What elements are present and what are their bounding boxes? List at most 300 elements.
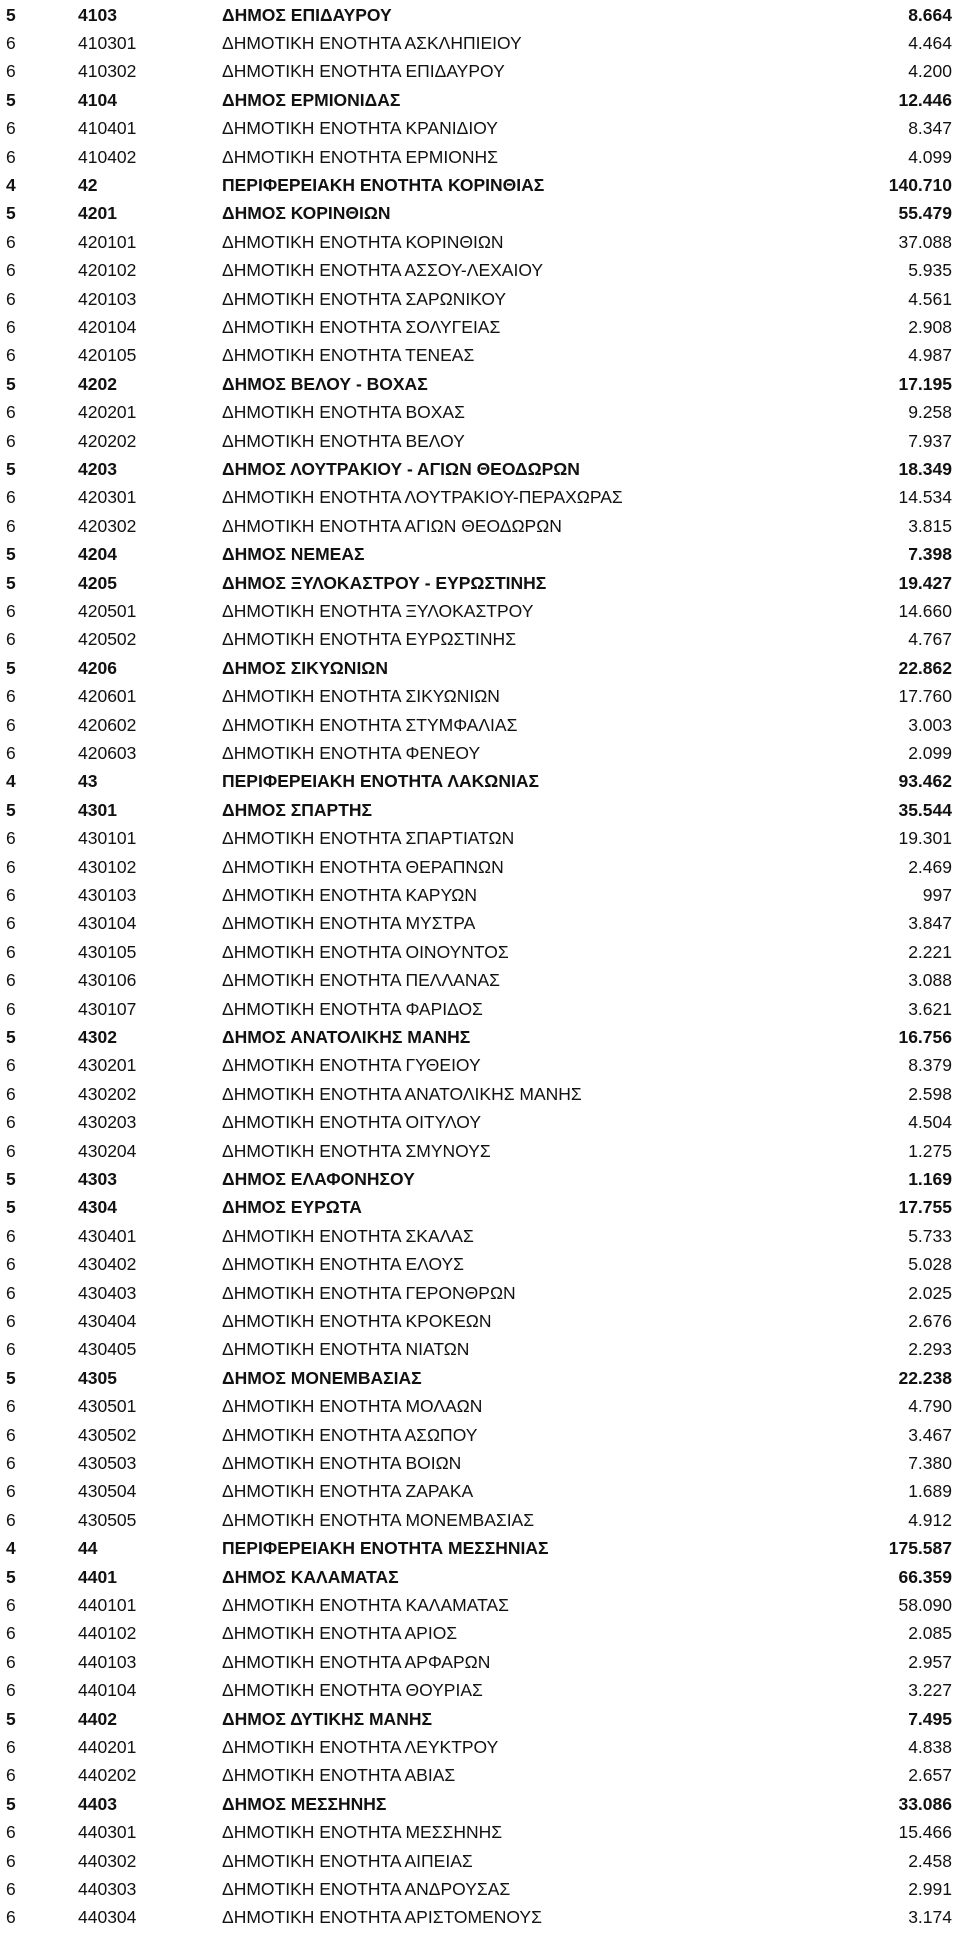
level-cell: 6 bbox=[6, 231, 16, 252]
level-cell: 5 bbox=[6, 203, 16, 224]
level-cell: 6 bbox=[6, 913, 16, 934]
table-row bbox=[0, 201, 960, 225]
name-cell: ΔΗΜΟΤΙΚΗ ΕΝΟΤΗΤΑ ΣΜΥΝΟΥΣ bbox=[222, 1140, 491, 1161]
code-cell: 430201 bbox=[78, 1055, 137, 1076]
level-cell: 6 bbox=[6, 260, 16, 281]
name-cell: ΔΗΜΟΤΙΚΗ ΕΝΟΤΗΤΑ ΖΑΡΑΚΑ bbox=[222, 1481, 474, 1502]
table-row bbox=[0, 116, 960, 140]
code-cell: 430202 bbox=[78, 1083, 137, 1104]
table-row bbox=[0, 997, 960, 1021]
table-row bbox=[0, 940, 960, 964]
name-cell: ΔΗΜΟΣ ΕΛΑΦΟΝΗΣΟΥ bbox=[222, 1168, 415, 1189]
level-cell: 4 bbox=[6, 1538, 16, 1559]
population-cell: 8.347 bbox=[908, 118, 952, 139]
table-row bbox=[0, 1479, 960, 1503]
level-cell: 6 bbox=[6, 146, 16, 167]
level-cell: 6 bbox=[6, 1736, 16, 1757]
level-cell: 6 bbox=[6, 1083, 16, 1104]
population-cell: 93.462 bbox=[898, 771, 952, 792]
table-row bbox=[0, 599, 960, 623]
level-cell: 5 bbox=[6, 1168, 16, 1189]
level-cell: 6 bbox=[6, 1452, 16, 1473]
level-cell: 4 bbox=[6, 771, 16, 792]
code-cell: 430404 bbox=[78, 1310, 137, 1331]
name-cell: ΔΗΜΟΣ ΞΥΛΟΚΑΣΤΡΟΥ - ΕΥΡΩΣΤΙΝΗΣ bbox=[222, 572, 547, 593]
level-cell: 5 bbox=[6, 657, 16, 678]
level-cell: 6 bbox=[6, 1765, 16, 1786]
population-cell: 1.689 bbox=[908, 1481, 952, 1502]
table-row bbox=[0, 400, 960, 424]
population-cell: 2.458 bbox=[908, 1850, 952, 1871]
table-row bbox=[0, 1905, 960, 1929]
name-cell: ΔΗΜΟΤΙΚΗ ΕΝΟΤΗΤΑ ΑΓΙΩΝ ΘΕΟΔΩΡΩΝ bbox=[222, 515, 562, 536]
code-cell: 4204 bbox=[78, 544, 117, 565]
name-cell: ΔΗΜΟΤΙΚΗ ΕΝΟΤΗΤΑ ΑΡΙΟΣ bbox=[222, 1623, 458, 1644]
code-cell: 420602 bbox=[78, 714, 137, 735]
code-cell: 440102 bbox=[78, 1623, 137, 1644]
table-row bbox=[0, 1849, 960, 1873]
code-cell: 410302 bbox=[78, 61, 137, 82]
population-cell: 17.755 bbox=[898, 1197, 952, 1218]
level-cell: 6 bbox=[6, 1424, 16, 1445]
population-cell: 4.790 bbox=[908, 1396, 952, 1417]
population-cell: 4.838 bbox=[908, 1736, 952, 1757]
name-cell: ΔΗΜΟΣ ΑΝΑΤΟΛΙΚΗΣ ΜΑΝΗΣ bbox=[222, 1026, 471, 1047]
population-cell: 4.767 bbox=[908, 629, 952, 650]
name-cell: ΔΗΜΟΣ ΕΠΙΔΑΥΡΟΥ bbox=[222, 4, 392, 25]
table-row bbox=[0, 1224, 960, 1248]
table-row bbox=[0, 1110, 960, 1134]
population-cell: 37.088 bbox=[898, 231, 952, 252]
population-cell: 8.379 bbox=[908, 1055, 952, 1076]
name-cell: ΔΗΜΟΤΙΚΗ ΕΝΟΤΗΤΑ ΑΣΣΟΥ-ΛΕΧΑΙΟΥ bbox=[222, 260, 544, 281]
table-row bbox=[0, 1678, 960, 1702]
code-cell: 430103 bbox=[78, 884, 137, 905]
population-cell: 9.258 bbox=[908, 402, 952, 423]
table-row bbox=[0, 429, 960, 453]
code-cell: 4206 bbox=[78, 657, 117, 678]
population-cell: 3.467 bbox=[908, 1424, 952, 1445]
name-cell: ΔΗΜΟΤΙΚΗ ΕΝΟΤΗΤΑ ΣΤΥΜΦΑΛΙΑΣ bbox=[222, 714, 518, 735]
table-row bbox=[0, 59, 960, 83]
code-cell: 4402 bbox=[78, 1708, 117, 1729]
name-cell: ΔΗΜΟΤΙΚΗ ΕΝΟΤΗΤΑ ΑΝΑΤΟΛΙΚΗΣ ΜΑΝΗΣ bbox=[222, 1083, 582, 1104]
table-row bbox=[0, 1394, 960, 1418]
name-cell: ΔΗΜΟΤΙΚΗ ΕΝΟΤΗΤΑ ΚΟΡΙΝΘΙΩΝ bbox=[222, 231, 504, 252]
population-cell: 4.561 bbox=[908, 288, 952, 309]
name-cell: ΔΗΜΟΤΙΚΗ ΕΝΟΤΗΤΑ ΟΙΝΟΥΝΤΟΣ bbox=[222, 941, 509, 962]
code-cell: 430106 bbox=[78, 970, 137, 991]
population-cell: 2.221 bbox=[908, 941, 952, 962]
code-cell: 420104 bbox=[78, 316, 137, 337]
table-row bbox=[0, 542, 960, 566]
name-cell: ΔΗΜΟΤΙΚΗ ΕΝΟΤΗΤΑ ΦΑΡΙΔΟΣ bbox=[222, 998, 483, 1019]
level-cell: 6 bbox=[6, 856, 16, 877]
table-row bbox=[0, 627, 960, 651]
population-cell: 22.862 bbox=[898, 657, 952, 678]
level-cell: 5 bbox=[6, 1793, 16, 1814]
population-cell: 17.195 bbox=[898, 373, 952, 394]
code-cell: 440301 bbox=[78, 1822, 137, 1843]
name-cell: ΔΗΜΟΤΙΚΗ ΕΝΟΤΗΤΑ ΑΡΙΣΤΟΜΕΝΟΥΣ bbox=[222, 1907, 542, 1928]
code-cell: 420302 bbox=[78, 515, 137, 536]
table-row bbox=[0, 1139, 960, 1163]
table-row bbox=[0, 1792, 960, 1816]
level-cell: 5 bbox=[6, 1367, 16, 1388]
population-cell: 2.908 bbox=[908, 316, 952, 337]
name-cell: ΔΗΜΟΤΙΚΗ ΕΝΟΤΗΤΑ ΚΡΟΚΕΩΝ bbox=[222, 1310, 492, 1331]
level-cell: 6 bbox=[6, 1878, 16, 1899]
code-cell: 430204 bbox=[78, 1140, 137, 1161]
population-cell: 1.275 bbox=[908, 1140, 952, 1161]
table-row bbox=[0, 1337, 960, 1361]
level-cell: 6 bbox=[6, 288, 16, 309]
name-cell: ΔΗΜΟΤΙΚΗ ΕΝΟΤΗΤΑ ΕΥΡΩΣΤΙΝΗΣ bbox=[222, 629, 517, 650]
code-cell: 410301 bbox=[78, 32, 137, 53]
code-cell: 440302 bbox=[78, 1850, 137, 1871]
code-cell: 4401 bbox=[78, 1566, 117, 1587]
name-cell: ΔΗΜΟΤΙΚΗ ΕΝΟΤΗΤΑ ΜΕΣΣΗΝΗΣ bbox=[222, 1822, 503, 1843]
name-cell: ΔΗΜΟΤΙΚΗ ΕΝΟΤΗΤΑ ΕΠΙΔΑΥΡΟΥ bbox=[222, 61, 505, 82]
level-cell: 6 bbox=[6, 1254, 16, 1275]
level-cell: 4 bbox=[6, 174, 16, 195]
code-cell: 420601 bbox=[78, 686, 137, 707]
name-cell: ΔΗΜΟΤΙΚΗ ΕΝΟΤΗΤΑ ΜΟΛΑΩΝ bbox=[222, 1396, 483, 1417]
population-cell: 3.847 bbox=[908, 913, 952, 934]
population-cell: 18.349 bbox=[898, 458, 952, 479]
code-cell: 43 bbox=[78, 771, 98, 792]
code-cell: 430403 bbox=[78, 1282, 137, 1303]
population-cell: 3.088 bbox=[908, 970, 952, 991]
name-cell: ΔΗΜΟΤΙΚΗ ΕΝΟΤΗΤΑ ΕΡΜΙΟΝΗΣ bbox=[222, 146, 498, 167]
code-cell: 44 bbox=[78, 1538, 98, 1559]
level-cell: 6 bbox=[6, 1225, 16, 1246]
name-cell: ΔΗΜΟΤΙΚΗ ΕΝΟΤΗΤΑ ΘΕΡΑΠΝΩΝ bbox=[222, 856, 504, 877]
table-row bbox=[0, 1735, 960, 1759]
population-cell: 2.469 bbox=[908, 856, 952, 877]
table-row bbox=[0, 1451, 960, 1475]
code-cell: 430503 bbox=[78, 1452, 137, 1473]
table-row bbox=[0, 571, 960, 595]
name-cell: ΔΗΜΟΤΙΚΗ ΕΝΟΤΗΤΑ ΤΕΝΕΑΣ bbox=[222, 345, 475, 366]
population-cell: 8.664 bbox=[908, 4, 952, 25]
name-cell: ΔΗΜΟΣ ΕΡΜΙΟΝΙΔΑΣ bbox=[222, 89, 401, 110]
population-cell: 12.446 bbox=[898, 89, 952, 110]
table-row bbox=[0, 1053, 960, 1077]
level-cell: 6 bbox=[6, 515, 16, 536]
level-cell: 6 bbox=[6, 1907, 16, 1928]
code-cell: 440101 bbox=[78, 1594, 137, 1615]
population-cell: 1.169 bbox=[908, 1168, 952, 1189]
population-cell: 2.099 bbox=[908, 742, 952, 763]
name-cell: ΔΗΜΟΣ ΕΥΡΩΤΑ bbox=[222, 1197, 362, 1218]
level-cell: 6 bbox=[6, 742, 16, 763]
table-row bbox=[0, 1366, 960, 1390]
code-cell: 420603 bbox=[78, 742, 137, 763]
table-row bbox=[0, 173, 960, 197]
population-cell: 14.660 bbox=[898, 600, 952, 621]
code-cell: 4302 bbox=[78, 1026, 117, 1047]
level-cell: 5 bbox=[6, 1197, 16, 1218]
table-row bbox=[0, 1707, 960, 1731]
level-cell: 6 bbox=[6, 430, 16, 451]
code-cell: 430504 bbox=[78, 1481, 137, 1502]
table-row bbox=[0, 145, 960, 169]
code-cell: 420103 bbox=[78, 288, 137, 309]
table-row bbox=[0, 1877, 960, 1901]
table-row bbox=[0, 457, 960, 481]
code-cell: 4403 bbox=[78, 1793, 117, 1814]
population-cell: 15.466 bbox=[898, 1822, 952, 1843]
table-row bbox=[0, 769, 960, 793]
table-row bbox=[0, 1252, 960, 1276]
name-cell: ΔΗΜΟΤΙΚΗ ΕΝΟΤΗΤΑ ΑΙΠΕΙΑΣ bbox=[222, 1850, 473, 1871]
code-cell: 430203 bbox=[78, 1112, 137, 1133]
level-cell: 6 bbox=[6, 714, 16, 735]
table-row bbox=[0, 1536, 960, 1560]
level-cell: 6 bbox=[6, 1623, 16, 1644]
code-cell: 430505 bbox=[78, 1509, 137, 1530]
level-cell: 6 bbox=[6, 1481, 16, 1502]
level-cell: 5 bbox=[6, 1566, 16, 1587]
level-cell: 5 bbox=[6, 1708, 16, 1729]
name-cell: ΠΕΡΙΦΕΡΕΙΑΚΗ ΕΝΟΤΗΤΑ ΜΕΣΣΗΝΙΑΣ bbox=[222, 1538, 549, 1559]
code-cell: 420102 bbox=[78, 260, 137, 281]
table-row bbox=[0, 1508, 960, 1532]
name-cell: ΔΗΜΟΤΙΚΗ ΕΝΟΤΗΤΑ ΚΡΑΝΙΔΙΟΥ bbox=[222, 118, 498, 139]
population-cell: 997 bbox=[922, 884, 952, 905]
code-cell: 440104 bbox=[78, 1680, 137, 1701]
level-cell: 6 bbox=[6, 970, 16, 991]
level-cell: 6 bbox=[6, 1680, 16, 1701]
population-cell: 19.427 bbox=[898, 572, 952, 593]
level-cell: 6 bbox=[6, 1651, 16, 1672]
level-cell: 5 bbox=[6, 799, 16, 820]
code-cell: 42 bbox=[78, 174, 98, 195]
name-cell: ΠΕΡΙΦΕΡΕΙΑΚΗ ΕΝΟΤΗΤΑ ΛΑΚΩΝΙΑΣ bbox=[222, 771, 539, 792]
code-cell: 430402 bbox=[78, 1254, 137, 1275]
name-cell: ΔΗΜΟΣ ΜΕΣΣΗΝΗΣ bbox=[222, 1793, 387, 1814]
table-row bbox=[0, 684, 960, 708]
name-cell: ΔΗΜΟΤΙΚΗ ΕΝΟΤΗΤΑ ΑΡΦΑΡΩΝ bbox=[222, 1651, 491, 1672]
code-cell: 4205 bbox=[78, 572, 117, 593]
table-row bbox=[0, 287, 960, 311]
table-row bbox=[0, 713, 960, 737]
level-cell: 5 bbox=[6, 89, 16, 110]
population-cell: 2.991 bbox=[908, 1878, 952, 1899]
population-cell: 66.359 bbox=[898, 1566, 952, 1587]
code-cell: 4305 bbox=[78, 1367, 117, 1388]
name-cell: ΔΗΜΟΣ ΛΟΥΤΡΑΚΙΟΥ - ΑΓΙΩΝ ΘΕΟΔΩΡΩΝ bbox=[222, 458, 580, 479]
population-cell: 16.756 bbox=[898, 1026, 952, 1047]
level-cell: 6 bbox=[6, 118, 16, 139]
name-cell: ΔΗΜΟΤΙΚΗ ΕΝΟΤΗΤΑ ΝΙΑΤΩΝ bbox=[222, 1339, 470, 1360]
table-row bbox=[0, 1820, 960, 1844]
population-cell: 22.238 bbox=[898, 1367, 952, 1388]
table-row bbox=[0, 88, 960, 112]
level-cell: 6 bbox=[6, 316, 16, 337]
name-cell: ΔΗΜΟΤΙΚΗ ΕΝΟΤΗΤΑ ΜΥΣΤΡΑ bbox=[222, 913, 476, 934]
table-row bbox=[0, 798, 960, 822]
name-cell: ΔΗΜΟΤΙΚΗ ΕΝΟΤΗΤΑ ΚΑΛΑΜΑΤΑΣ bbox=[222, 1594, 509, 1615]
code-cell: 420501 bbox=[78, 600, 137, 621]
code-cell: 410401 bbox=[78, 118, 137, 139]
level-cell: 5 bbox=[6, 1026, 16, 1047]
name-cell: ΔΗΜΟΤΙΚΗ ΕΝΟΤΗΤΑ ΑΣΩΠΟΥ bbox=[222, 1424, 478, 1445]
table-row bbox=[0, 1650, 960, 1674]
name-cell: ΔΗΜΟΤΙΚΗ ΕΝΟΤΗΤΑ ΕΛΟΥΣ bbox=[222, 1254, 464, 1275]
code-cell: 4301 bbox=[78, 799, 117, 820]
table-row bbox=[0, 514, 960, 538]
name-cell: ΔΗΜΟΤΙΚΗ ΕΝΟΤΗΤΑ ΣΙΚΥΩΝΙΩΝ bbox=[222, 686, 500, 707]
population-cell: 2.025 bbox=[908, 1282, 952, 1303]
population-cell: 3.621 bbox=[908, 998, 952, 1019]
population-cell: 4.099 bbox=[908, 146, 952, 167]
table-row bbox=[0, 1309, 960, 1333]
table-row bbox=[0, 31, 960, 55]
population-cell: 5.028 bbox=[908, 1254, 952, 1275]
name-cell: ΔΗΜΟΣ ΒΕΛΟΥ - ΒΟΧΑΣ bbox=[222, 373, 428, 394]
code-cell: 430401 bbox=[78, 1225, 137, 1246]
name-cell: ΔΗΜΟΤΙΚΗ ΕΝΟΤΗΤΑ ΣΟΛΥΓΕΙΑΣ bbox=[222, 316, 501, 337]
level-cell: 6 bbox=[6, 828, 16, 849]
name-cell: ΔΗΜΟΤΙΚΗ ΕΝΟΤΗΤΑ ΒΕΛΟΥ bbox=[222, 430, 465, 451]
table-row bbox=[0, 258, 960, 282]
population-cell: 55.479 bbox=[898, 203, 952, 224]
level-cell: 6 bbox=[6, 1509, 16, 1530]
level-cell: 6 bbox=[6, 1140, 16, 1161]
code-cell: 430502 bbox=[78, 1424, 137, 1445]
level-cell: 6 bbox=[6, 1850, 16, 1871]
code-cell: 430101 bbox=[78, 828, 137, 849]
code-cell: 420502 bbox=[78, 629, 137, 650]
code-cell: 4104 bbox=[78, 89, 117, 110]
table-row bbox=[0, 1565, 960, 1589]
level-cell: 6 bbox=[6, 402, 16, 423]
name-cell: ΔΗΜΟΤΙΚΗ ΕΝΟΤΗΤΑ ΑΒΙΑΣ bbox=[222, 1765, 456, 1786]
level-cell: 6 bbox=[6, 1055, 16, 1076]
level-cell: 6 bbox=[6, 487, 16, 508]
name-cell: ΔΗΜΟΤΙΚΗ ΕΝΟΤΗΤΑ ΒΟΙΩΝ bbox=[222, 1452, 462, 1473]
population-cell: 175.587 bbox=[888, 1538, 952, 1559]
level-cell: 6 bbox=[6, 686, 16, 707]
name-cell: ΔΗΜΟΤΙΚΗ ΕΝΟΤΗΤΑ ΠΕΛΛΑΝΑΣ bbox=[222, 970, 500, 991]
population-cell: 2.676 bbox=[908, 1310, 952, 1331]
table-row bbox=[0, 656, 960, 680]
level-cell: 6 bbox=[6, 345, 16, 366]
population-cell: 58.090 bbox=[898, 1594, 952, 1615]
population-cell: 3.815 bbox=[908, 515, 952, 536]
name-cell: ΔΗΜΟΣ ΔΥΤΙΚΗΣ ΜΑΝΗΣ bbox=[222, 1708, 432, 1729]
name-cell: ΔΗΜΟΤΙΚΗ ΕΝΟΤΗΤΑ ΒΟΧΑΣ bbox=[222, 402, 465, 423]
level-cell: 6 bbox=[6, 998, 16, 1019]
code-cell: 430105 bbox=[78, 941, 137, 962]
name-cell: ΔΗΜΟΤΙΚΗ ΕΝΟΤΗΤΑ ΟΙΤΥΛΟΥ bbox=[222, 1112, 482, 1133]
code-cell: 430102 bbox=[78, 856, 137, 877]
table-row bbox=[0, 1082, 960, 1106]
name-cell: ΔΗΜΟΣ ΚΑΛΑΜΑΤΑΣ bbox=[222, 1566, 399, 1587]
level-cell: 5 bbox=[6, 544, 16, 565]
code-cell: 4303 bbox=[78, 1168, 117, 1189]
code-cell: 440103 bbox=[78, 1651, 137, 1672]
table-row bbox=[0, 741, 960, 765]
population-cell: 2.957 bbox=[908, 1651, 952, 1672]
level-cell: 5 bbox=[6, 4, 16, 25]
name-cell: ΔΗΜΟΣ ΜΟΝΕΜΒΑΣΙΑΣ bbox=[222, 1367, 422, 1388]
level-cell: 6 bbox=[6, 32, 16, 53]
table-row bbox=[0, 1763, 960, 1787]
population-cell: 17.760 bbox=[898, 686, 952, 707]
name-cell: ΔΗΜΟΣ ΣΠΑΡΤΗΣ bbox=[222, 799, 373, 820]
table-row bbox=[0, 1593, 960, 1617]
name-cell: ΔΗΜΟΤΙΚΗ ΕΝΟΤΗΤΑ ΑΝΔΡΟΥΣΑΣ bbox=[222, 1878, 511, 1899]
table-row bbox=[0, 911, 960, 935]
population-cell: 35.544 bbox=[898, 799, 952, 820]
name-cell: ΔΗΜΟΤΙΚΗ ΕΝΟΤΗΤΑ ΣΠΑΡΤΙΑΤΩΝ bbox=[222, 828, 515, 849]
table-row bbox=[0, 1423, 960, 1447]
name-cell: ΔΗΜΟΣ ΝΕΜΕΑΣ bbox=[222, 544, 365, 565]
population-cell: 4.200 bbox=[908, 61, 952, 82]
table-row bbox=[0, 968, 960, 992]
level-cell: 6 bbox=[6, 629, 16, 650]
code-cell: 430107 bbox=[78, 998, 137, 1019]
code-cell: 420101 bbox=[78, 231, 137, 252]
name-cell: ΔΗΜΟΤΙΚΗ ΕΝΟΤΗΤΑ ΚΑΡΥΩΝ bbox=[222, 884, 478, 905]
level-cell: 6 bbox=[6, 1310, 16, 1331]
name-cell: ΔΗΜΟΤΙΚΗ ΕΝΟΤΗΤΑ ΓΥΘΕΙΟΥ bbox=[222, 1055, 481, 1076]
name-cell: ΔΗΜΟΣ ΣΙΚΥΩΝΙΩΝ bbox=[222, 657, 388, 678]
name-cell: ΠΕΡΙΦΕΡΕΙΑΚΗ ΕΝΟΤΗΤΑ ΚΟΡΙΝΘΙΑΣ bbox=[222, 174, 545, 195]
table-row bbox=[0, 343, 960, 367]
name-cell: ΔΗΜΟΤΙΚΗ ΕΝΟΤΗΤΑ ΛΟΥΤΡΑΚΙΟΥ-ΠΕΡΑΧΩΡΑΣ bbox=[222, 487, 623, 508]
population-cell: 7.495 bbox=[908, 1708, 952, 1729]
level-cell: 6 bbox=[6, 1112, 16, 1133]
table-row bbox=[0, 1167, 960, 1191]
table-row bbox=[0, 3, 960, 27]
level-cell: 5 bbox=[6, 458, 16, 479]
name-cell: ΔΗΜΟΤΙΚΗ ΕΝΟΤΗΤΑ ΘΟΥΡΙΑΣ bbox=[222, 1680, 483, 1701]
table-row bbox=[0, 1195, 960, 1219]
code-cell: 420105 bbox=[78, 345, 137, 366]
population-cell: 4.464 bbox=[908, 32, 952, 53]
code-cell: 430405 bbox=[78, 1339, 137, 1360]
code-cell: 4304 bbox=[78, 1197, 117, 1218]
level-cell: 6 bbox=[6, 600, 16, 621]
population-cell: 5.733 bbox=[908, 1225, 952, 1246]
table-row bbox=[0, 1621, 960, 1645]
code-cell: 4203 bbox=[78, 458, 117, 479]
code-cell: 440304 bbox=[78, 1907, 137, 1928]
code-cell: 420201 bbox=[78, 402, 137, 423]
level-cell: 6 bbox=[6, 61, 16, 82]
level-cell: 6 bbox=[6, 1396, 16, 1417]
code-cell: 440202 bbox=[78, 1765, 137, 1786]
population-cell: 4.504 bbox=[908, 1112, 952, 1133]
table-row bbox=[0, 1025, 960, 1049]
population-cell: 7.380 bbox=[908, 1452, 952, 1473]
code-cell: 4201 bbox=[78, 203, 117, 224]
population-cell: 33.086 bbox=[898, 1793, 952, 1814]
population-cell: 4.987 bbox=[908, 345, 952, 366]
level-cell: 6 bbox=[6, 1594, 16, 1615]
table-row bbox=[0, 883, 960, 907]
code-cell: 420202 bbox=[78, 430, 137, 451]
name-cell: ΔΗΜΟΣ ΚΟΡΙΝΘΙΩΝ bbox=[222, 203, 391, 224]
name-cell: ΔΗΜΟΤΙΚΗ ΕΝΟΤΗΤΑ ΛΕΥΚΤΡΟΥ bbox=[222, 1736, 499, 1757]
table-row bbox=[0, 485, 960, 509]
population-cell: 2.598 bbox=[908, 1083, 952, 1104]
population-cell: 19.301 bbox=[898, 828, 952, 849]
